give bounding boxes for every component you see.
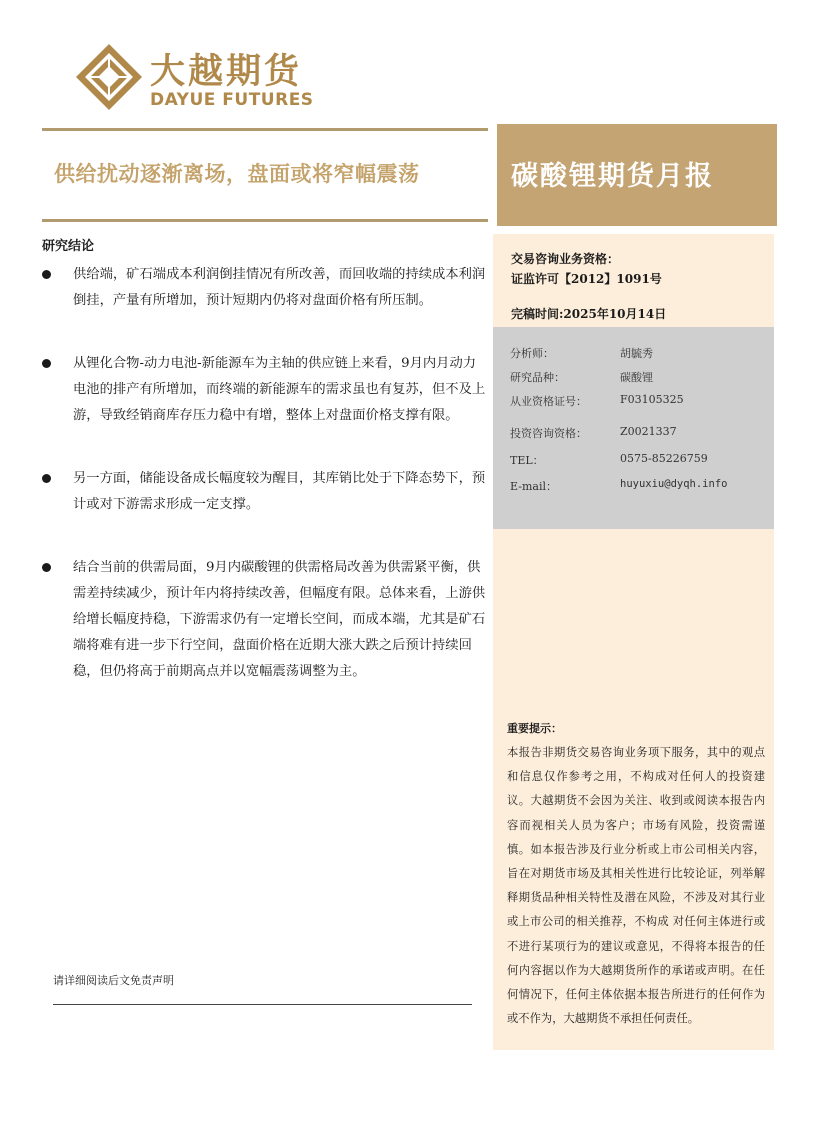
list-item-text: 供给端，矿石端成本利润倒挂情况有所改善，而回收端的持续成本利润倒挂，产量有所增加，预计短期内仍将对盘面价格有所压制。: [73, 267, 486, 308]
qualification-label: 交易咨询业务资格：: [511, 252, 620, 266]
list-item-text: 从锂化合物-动力电池-新能源车为主轴的供应链上来看，9月内月动力电池的排产有所增加，而终端的新能源车的需求虽也有复苏，但不及上游，导致经销商库存压力稳中有增，整体上对盘面价格支撑有限。: [73, 356, 486, 423]
company-logo: [76, 44, 316, 116]
bullet-dot-icon: [42, 474, 51, 483]
analyst-value: 胡毓秀: [620, 347, 653, 360]
email-value: huyuxiu@dyqh.info: [620, 478, 728, 490]
report-title-box: [497, 124, 777, 226]
cert-label: 从业资格证号：: [510, 395, 587, 408]
consult-value: Z0021337: [620, 425, 677, 438]
list-item: [40, 466, 488, 518]
headline-rule: [42, 219, 488, 222]
logo-en-text: DAYUE FUTURES: [150, 90, 314, 110]
footer-rule: [53, 1004, 472, 1005]
email-label: E-mail：: [510, 480, 557, 493]
analyst-info-box: [493, 327, 774, 529]
list-item: [40, 262, 488, 314]
headline: 供给扰动逐渐离场，盘面或将窄幅震荡: [54, 162, 420, 186]
license-number: 证监许可【2012】1091号: [511, 272, 662, 286]
notice-title: 重要提示：: [507, 722, 562, 735]
bullet-dot-icon: [42, 563, 51, 572]
logo-cn-text: 大越期货: [150, 52, 303, 92]
variety-value: 碳酸锂: [620, 371, 653, 384]
list-item-text: 结合当前的供需局面，9月内碳酸锂的供需格局改善为供需紧平衡，供需差持续减少，预计年内将持续改善，但幅度有限。总体来看，上游供给增长幅度持稳，下游需求仍有一定增长空间，而成本端，尤其是矿石端将难有进一步下行空间，盘面价格在近期大涨大跌之后预计持续回稳，但仍将高于前期高点并以宽幅震荡调整为主。: [73, 560, 486, 679]
logo-diamond-icon: [76, 44, 142, 110]
bullet-dot-icon: [42, 270, 51, 279]
section-title: 研究结论: [42, 239, 95, 254]
variety-label: 研究品种：: [510, 371, 565, 384]
bullet-dot-icon: [42, 359, 51, 368]
completion-date: 完稿时间:2025年10月14日: [511, 307, 667, 321]
list-item: [40, 555, 488, 685]
tel-label: TEL：: [510, 454, 544, 467]
list-item-text: 另一方面，储能设备成长幅度较为醒目，其库销比处于下降态势下，预计或对下游需求形成一定支撑。: [73, 471, 486, 512]
report-title: 碳酸锂期货月报: [511, 161, 714, 192]
list-item: [40, 351, 488, 429]
top-rule: [42, 128, 488, 131]
notice-body: 本报告非期货交易咨询业务项下服务，其中的观点和信息仅作参考之用，不构成对任何人的投资建议。大越期货不会因为关注、收到或阅读本报告内容而视相关人员为客户；市场有风险，投资需谨慎。如本报告涉及行业分析或上市公司相关内容，旨在对期货市场及其相关性进行比较论证，列举解释期货品种相关特性及潜在风险，不涉及对其行业或上市公司的相关推荐，不构成 对任何主体进行或不进行某项行为的建议或意见，不得将本报告的任何内容据以作为大越期货所作的承诺或声明。在任何情况下，任何主体依据本报告所进行的任何作为或不作为，大越期货不承担任何责任。: [507, 746, 765, 1026]
disclaimer-note: 请详细阅读后文免责声明: [53, 974, 174, 987]
analyst-label: 分析师：: [510, 347, 554, 360]
consult-label: 投资咨询资格：: [510, 427, 587, 440]
conclusion-list: [40, 262, 488, 685]
tel-value: 0575-85226759: [620, 452, 708, 465]
cert-value: F03105325: [620, 393, 684, 406]
